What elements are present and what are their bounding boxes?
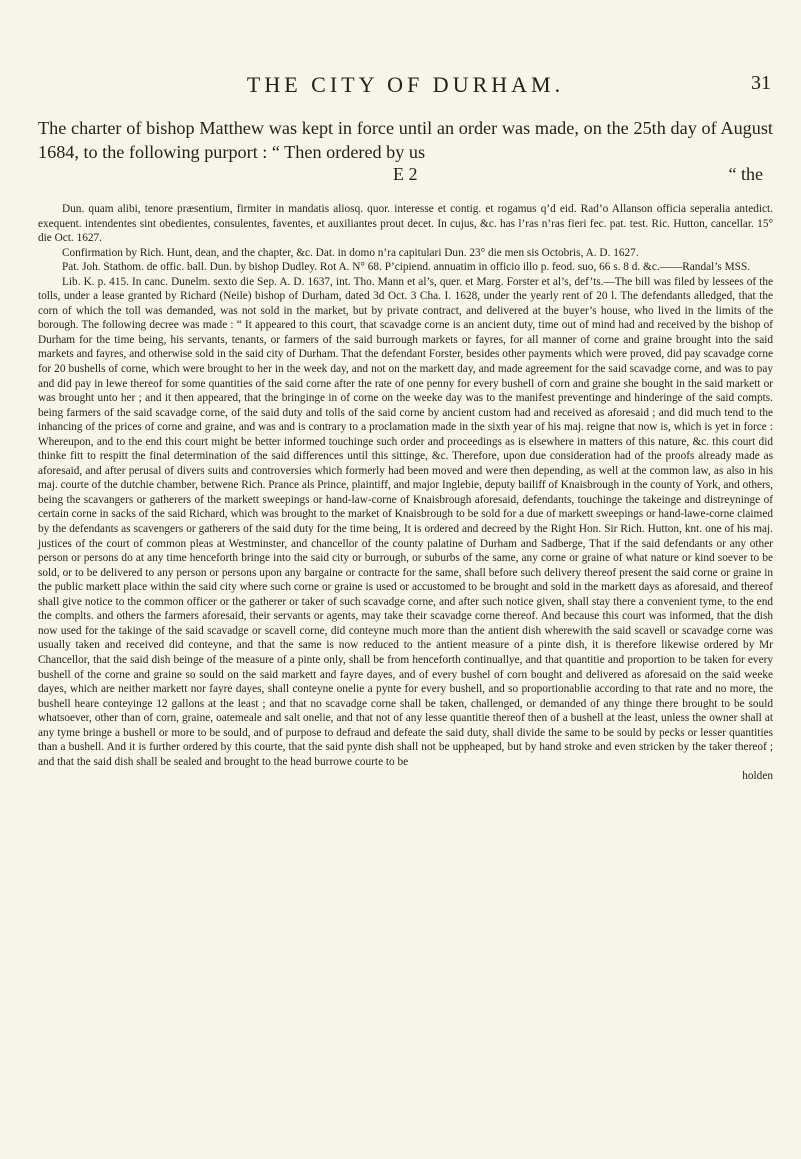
page-number: 31: [751, 72, 771, 94]
intro-paragraph: The charter of bishop Matthew was kept in force until an order was made, on the 25th day of August 1684, to the following purport : “ Then ordered by us: [38, 118, 773, 162]
footnotes: [38, 202, 773, 784]
catchword: “ the: [728, 164, 763, 184]
signature-mark: E 2: [393, 164, 418, 184]
footnote-patent: Pat. Joh. Stathom. de offic. ball. Dun. by bishop Dudley. Rot A. N° 68. P’cipiend. annuatim in officio illo p. feod. suo, 66 s. 8 d. &c.——Randal’s MSS.: [62, 261, 751, 274]
running-head: THE CITY OF DURHAM.: [246, 72, 565, 97]
signature-row: [38, 164, 773, 188]
footnote-decree: Lib. K. p. 415. In canc. Dunelm. sexto die Sep. A. D. 1637, int. Tho. Mann et al’s, quer. et Marg. Forster et al’s, def’ts.—The bill was filed by lessees of the tolls, under a lease granted by Richard (Neile) bishop of Durham, dated 3d Oct. 3 Cha. I. 1628, under the yearly rent of 20 l. The defendants alledged, that the corn of which the toll was demanded, was not sold in the market, but by private contract, and delivered at the buyer’s house, who lived in the limits of the borough. The following decree was made : “ It appeared to this court, that scavadge corne is an ancient duty, time out of mind had and received by the bishop of Durham for the time being, his servants, tenants, or farmers of the said burrough markets or fayres, for all manner of corne and graine brought into the said markets and fayres, and otherwise sold in the said city of Durham. That the defendant Forster, besides other payments which were proved, did pay scavadge corne for 20 bushells of corne, which were brought to her in the week day, and not on the markett day, and made agreement for the said scavadge corne, and was to pay and did pay in lewe thereof for some quantities of the said corne after the rate of one penny for every bushell of corn and graine she bought in the said markett or was brought unto her ; and it then appeared, that the bringinge in of corne on the weeke day was to the manifest preventinge and hinderinge of the said compts. being farmers of the said scavadge corne, of the said duty and tolls of the said corne by ancient custom had and received as aforesaid ; and did much tend to the inhancing of the prices of corne and graine, and was and is contrary to a proclamation made in the sixth year of his maj. reigne that now is, which is yet in force : Whereupon, and to the end this court might be better informed touchinge such order and proceedings as is elsewhere in matters of this nature, &c. this court did thinke fitt to respitt the final determination of the said differences until this sittinge, &c. Therefore, upon due consideration had of the proofs already made as aforesaid, and after perusal of divers suits and controversies which formerly had been moved and were then depending, as well at the common law, as also in his maj. courte of the dutchie chamber, betwene Rich. Prance als Prince, plaintiff, and major Inglebie, deputy bailiff of Knaisbrough in the county of York, and others, being the scavangers or gatherers of the markett sweepings or hand-law-corne of Knaisbrough aforesaid, defendants, touchinge the takeinge and distreyninge of certain corne in sacks of the said Richard, which was brought to the market of Knaisbrough to be sold for a due of markett sweepings or hand-lawe-corne claimed by the defendants as scavengers or gatherers of the said duty for the time being, It is ordered and decreed by the Right Hon. Sir Rich. Hutton, knt. one of his maj. justices of the court of common pleas at Westminster, and chancellor of the county palatine of Durham and Sadberge, That if the said defendants or any other person or persons do at any time henceforth bringe into the said city or burrough, or suburbs of the same, any corne or graine of what nature or kind soever to be sold, or to be delivered to any person or persons upon any bargaine or contracte for the same, shall before such delivery thereof present the said corne or graine in the public markett place within the said city where such corne or graine is used or accustomed to be brought and sold in the markett days as aforesaid, and thereof shall give notice to the common officer or the gatherer or taker of such scavadge corne, and after such notice given, shall stay there a convenient tyme, to the end the complts. and others the farmers aforesaid, their servants or agents, may take their scavadge corne thereof. And because this court was informed, that the dish now used for the takinge of the said scavadge or scavell corne, did conteyne much more than the antient dish wherewith the said scavell or scavadge corne was usually taken and received did conteyne, and that the same is now reduced to the antient measure of a pinte dish, it is therefore likewise ordered by Mr Chancellor, that the said dish beinge of the measure of a pinte only, shall be from henceforth continuallye, and that quantitie and proportion to be taken for every bushell of the corne and graine so sould on the said markett and fayre dayes, and of every bushel of corn bought and delivered as aforesaid on the said weeke dayes, which are neither markett nor fayre dayes, shall conteyne onelie a pynte for every bushell, and so proportionablie according to that rate and no more, the bushell heare conteyinge 12 gallons at the least ; and that no scavadge corne shall be taken, challenged, or demanded of any thinge there brought to be sould whatsoever, other than of corn, graine, oatemeale and salt onelie, and that not of any lesse quantitie thereof then of a bushell at the least, unless the owner shall at any tyme bringe a bushell or more to be sould, and of purpose to defraud and defeate the said duty, shall divide the same to be sould by pecks or lesser quantities than a bushell. And it is further ordered by this courte, that the said pynte dish shall not be uppheaped, but by hand stroke and even stricken by the taker thereof ; and that the said dish shall be sealed and brought to the head burrowe courte to be: [38, 275, 773, 768]
footnote-confirmation: Confirmation by Rich. Hunt, dean, and the chapter, &c. Dat. in domo n’ra capitulari Dun. 23° die men sis Octobris, A. D. 1627.: [62, 246, 639, 259]
footnote-last-word: holden: [742, 770, 773, 783]
page-header: [38, 72, 773, 102]
footnote-latin-order: Dun. quam alibi, tenore præsentium, firmiter in mandatis aliosq. quor. interesse et contig. et rogamus q’d eid. Rad’o Allanson officia seperalia antedict. exequent. intendentes sint obedientes, consulentes, faventes, et auxiliantes prout decet. In cujus, &c. has l’ras n’ras fieri fec. pat. test. Ric. Hutton, cancellar. 15° die Oct. 1627.: [38, 203, 773, 245]
